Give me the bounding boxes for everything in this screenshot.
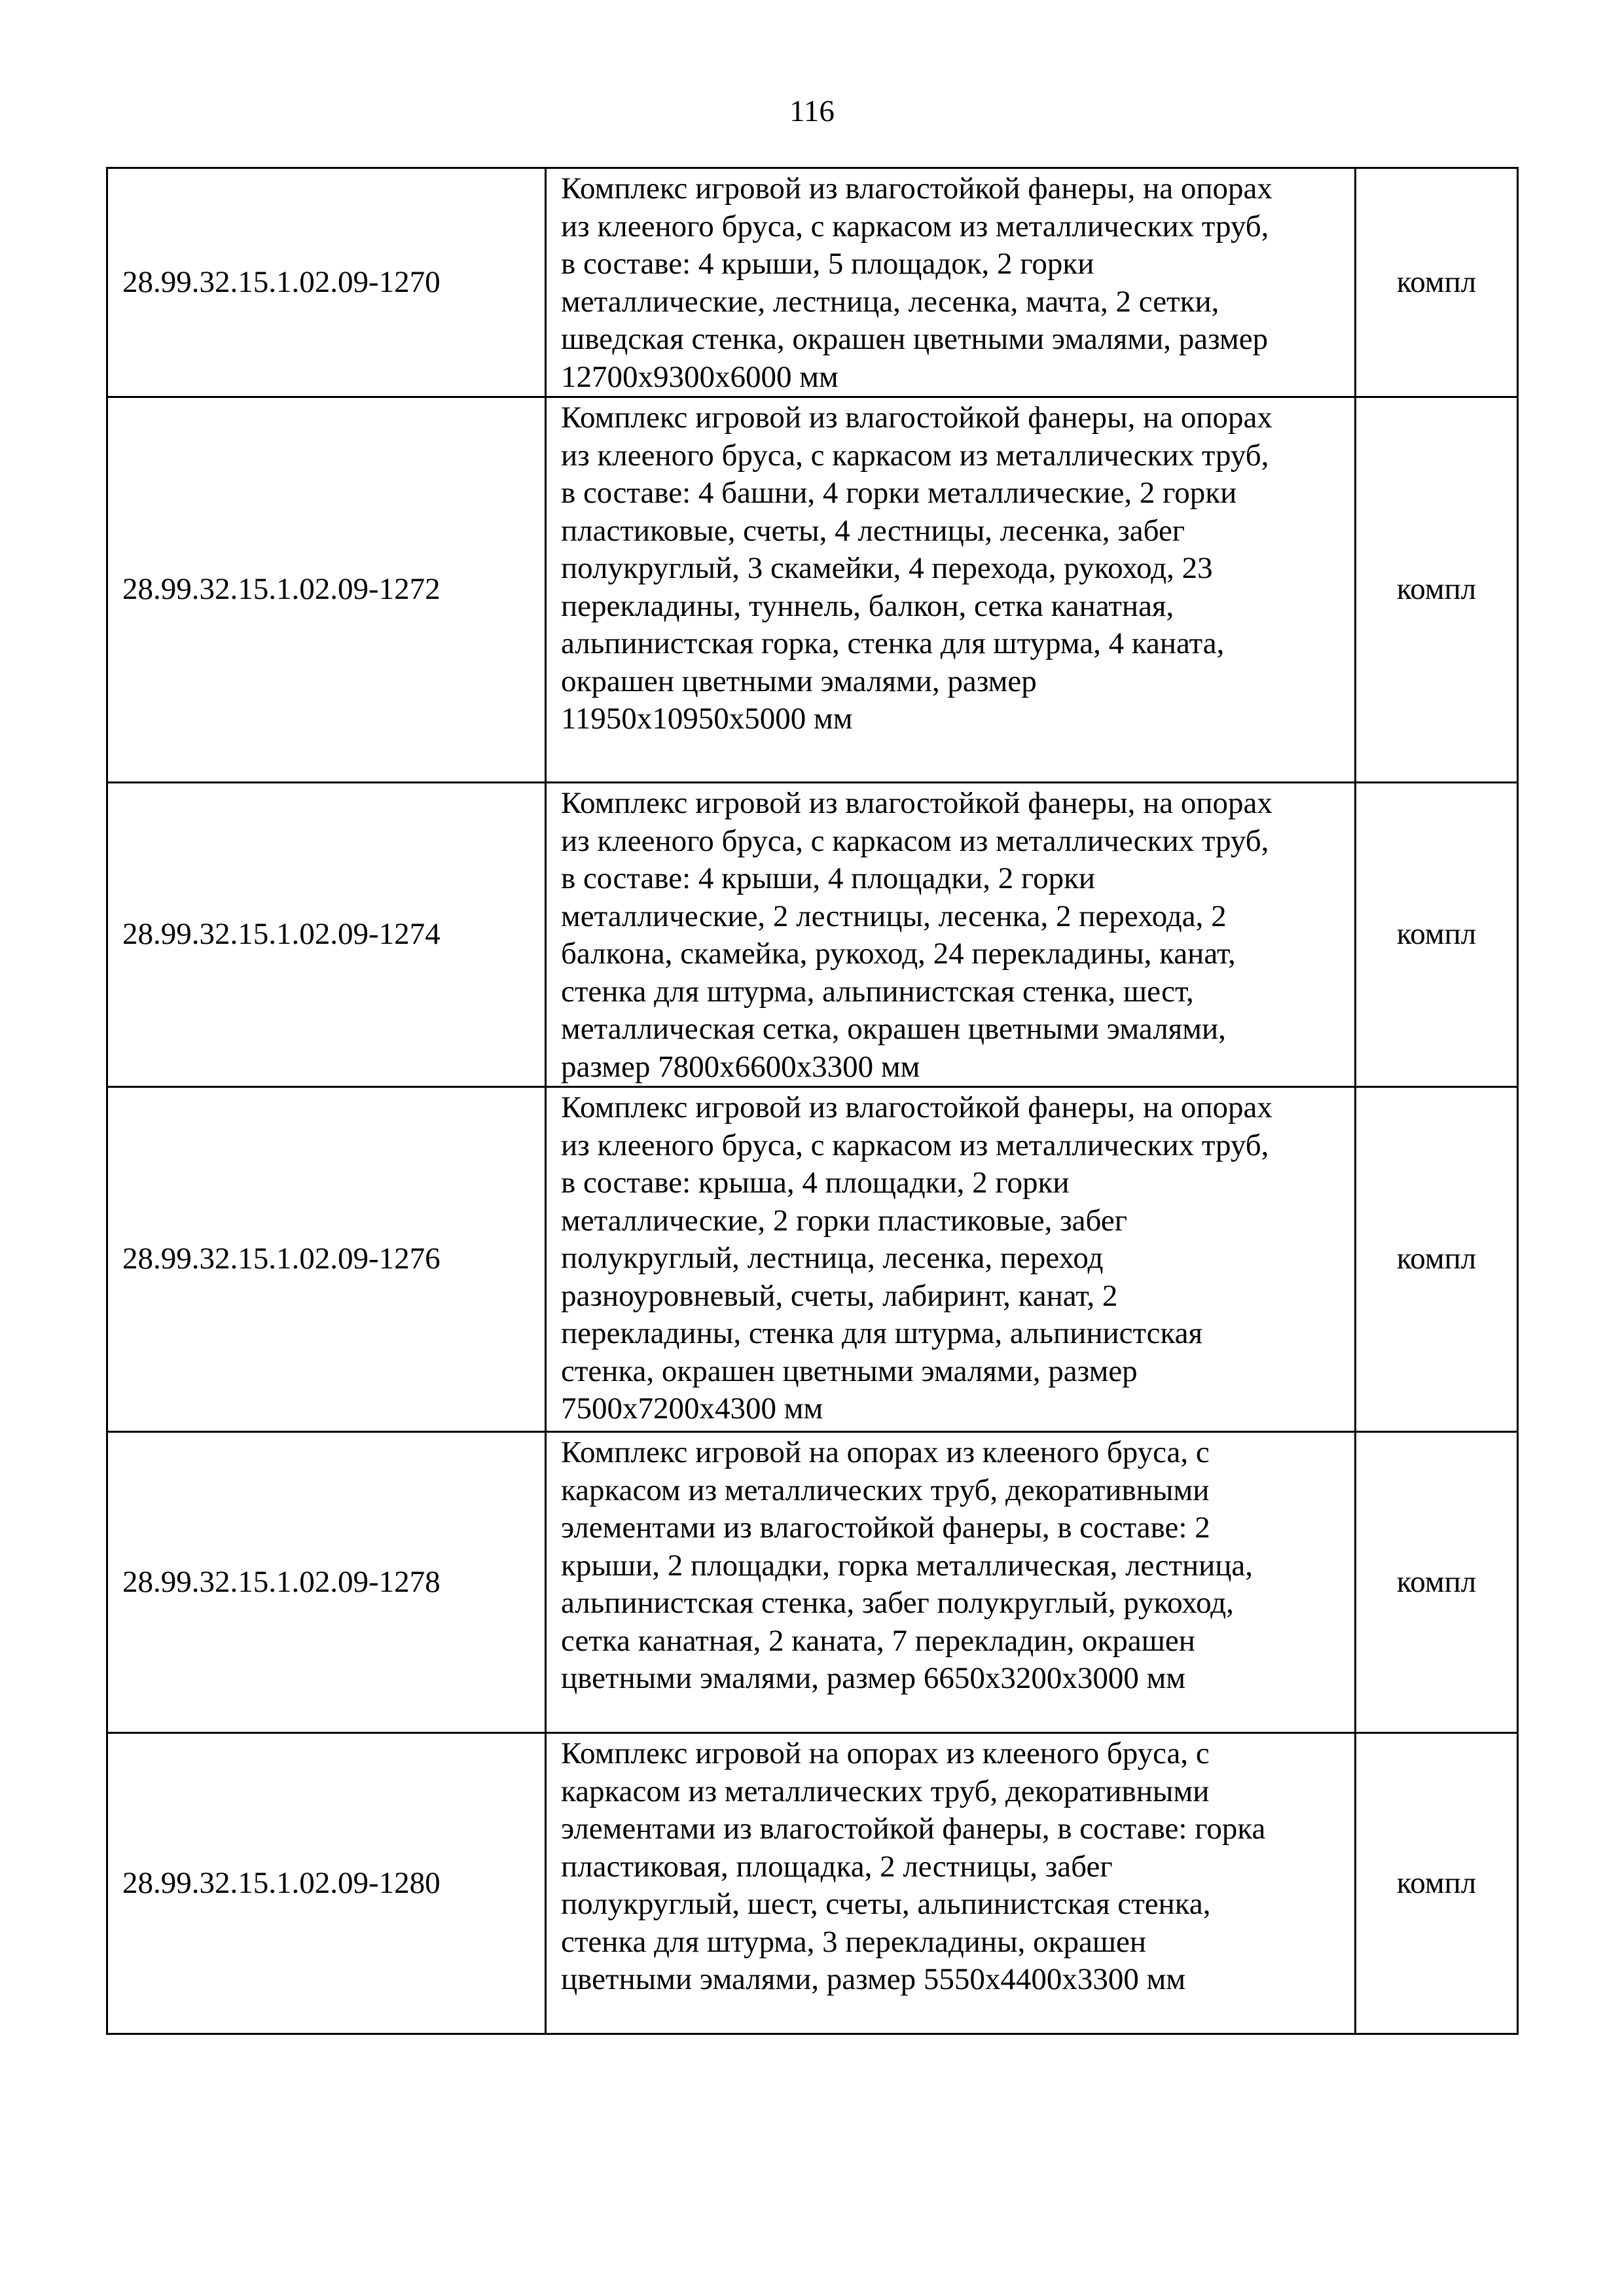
resource-code: 28.99.32.15.1.02.09-1270 [107, 168, 546, 397]
resource-code: 28.99.32.15.1.02.09-1276 [107, 1087, 546, 1432]
unit-of-measure: компл [1356, 1733, 1518, 2034]
description-line: в составе: 4 башни, 4 горки металлические, 2 горки [561, 476, 1237, 510]
description-line: 11950х10950х5000 мм [561, 702, 853, 736]
description-line: каркасом из металлических труб, декоративными [561, 1774, 1210, 1808]
resource-description [546, 783, 1356, 1087]
resource-code: 28.99.32.15.1.02.09-1280 [107, 1733, 546, 2034]
description-line: из клееного бруса, с каркасом из металлических труб, [561, 823, 1269, 858]
description-line: 12700х9300х6000 мм [561, 359, 839, 394]
description-line: окрашен цветными эмалями, размер [561, 664, 1037, 698]
description-line: разноуровневый, счеты, лабиринт, канат, 2 [561, 1278, 1118, 1313]
table-row [107, 397, 1518, 783]
description-line: стенка для штурма, альпинистская стенка, шест, [561, 974, 1194, 1009]
resource-code: 28.99.32.15.1.02.09-1272 [107, 397, 546, 783]
resource-description [546, 397, 1356, 783]
resource-table [106, 167, 1519, 2035]
description-line: стенка, окрашен цветными эмалями, размер [561, 1354, 1138, 1388]
description-line: из клееного бруса, с каркасом из металлических труб, [561, 1128, 1269, 1162]
resource-code: 28.99.32.15.1.02.09-1274 [107, 783, 546, 1087]
description-line: металлическая сетка, окрашен цветными эмалями, [561, 1012, 1226, 1046]
resource-description [546, 1733, 1356, 2034]
description-line: полукруглый, лестница, лесенка, переход [561, 1241, 1104, 1275]
description-line: полукруглый, шест, счеты, альпинистская стенка, [561, 1887, 1211, 1921]
description-line: сетка канатная, 2 каната, 7 перекладин, окрашен [561, 1623, 1195, 1658]
description-line: Комплекс игровой из влагостойкой фанеры, на опорах [561, 401, 1272, 435]
description-line: Комплекс игровой из влагостойкой фанеры, на опорах [561, 1090, 1272, 1124]
unit-of-measure: компл [1356, 783, 1518, 1087]
unit-of-measure: компл [1356, 168, 1518, 397]
table-row [107, 1087, 1518, 1432]
description-line: металлические, лестница, лесенка, мачта, 2 сетки, [561, 284, 1219, 319]
table-row [107, 168, 1518, 397]
table-row [107, 783, 1518, 1087]
page-number: 116 [789, 94, 835, 128]
resource-code: 28.99.32.15.1.02.09-1278 [107, 1432, 546, 1733]
table-row [107, 1432, 1518, 1733]
description-line: Комплекс игровой из влагостойкой фанеры, на опорах [561, 786, 1272, 820]
description-line: полукруглый, 3 скамейки, 4 перехода, рукоход, 23 [561, 551, 1213, 585]
description-line: металлические, 2 горки пластиковые, забег [561, 1203, 1127, 1238]
description-line: 7500х7200х4300 мм [561, 1391, 823, 1426]
description-line: перекладины, стенка для штурма, альпинистская [561, 1316, 1203, 1350]
description-line: Комплекс игровой на опорах из клееного бруса, с [561, 1736, 1210, 1770]
resource-description [546, 1087, 1356, 1432]
description-line: Комплекс игровой на опорах из клееного бруса, с [561, 1435, 1210, 1469]
description-line: Комплекс игровой из влагостойкой фанеры, на опорах [561, 171, 1272, 206]
resource-table-body [107, 168, 1518, 2034]
description-line: балкона, скамейка, рукоход, 24 перекладины, канат, [561, 937, 1236, 971]
description-line: каркасом из металлических труб, декоративными [561, 1473, 1210, 1507]
description-line: крыши, 2 площадки, горка металлическая, лестница, [561, 1548, 1254, 1583]
description-line: из клееного бруса, с каркасом из металлических труб, [561, 438, 1269, 473]
description-line: пластиковые, счеты, 4 лестницы, лесенка, забег [561, 513, 1185, 548]
resource-description [546, 168, 1356, 397]
description-line: элементами из влагостойкой фанеры, в составе: 2 [561, 1511, 1210, 1545]
description-line: шведская стенка, окрашен цветными эмалями, размер [561, 322, 1269, 356]
description-line: альпинистская горка, стенка для штурма, 4 каната, [561, 626, 1225, 660]
unit-of-measure: компл [1356, 397, 1518, 783]
description-line: размер 7800х6600х3300 мм [561, 1049, 920, 1084]
description-line: металлические, 2 лестницы, лесенка, 2 перехода, 2 [561, 899, 1227, 933]
description-line: перекладины, туннель, балкон, сетка канатная, [561, 588, 1174, 623]
description-line: из клееного бруса, с каркасом из металлических труб, [561, 209, 1269, 243]
description-line: цветными эмалями, размер 5550х4400х3300 мм [561, 1962, 1186, 1996]
unit-of-measure: компл [1356, 1087, 1518, 1432]
description-line: пластиковая, площадка, 2 лестницы, забег [561, 1849, 1113, 1884]
description-line: в составе: 4 крыши, 4 площадки, 2 горки [561, 861, 1096, 895]
description-line: в составе: 4 крыши, 5 площадок, 2 горки [561, 247, 1094, 281]
description-line: стенка для штурма, 3 перекладины, окрашен [561, 1924, 1147, 1959]
description-line: альпинистская стенка, забег полукруглый, рукоход, [561, 1586, 1234, 1620]
unit-of-measure: компл [1356, 1432, 1518, 1733]
table-row [107, 1733, 1518, 2034]
description-line: в составе: крыша, 4 площадки, 2 горки [561, 1166, 1070, 1200]
resource-description [546, 1432, 1356, 1733]
description-line: цветными эмалями, размер 6650х3200х3000 мм [561, 1661, 1186, 1695]
description-line: элементами из влагостойкой фанеры, в составе: горка [561, 1812, 1266, 1846]
